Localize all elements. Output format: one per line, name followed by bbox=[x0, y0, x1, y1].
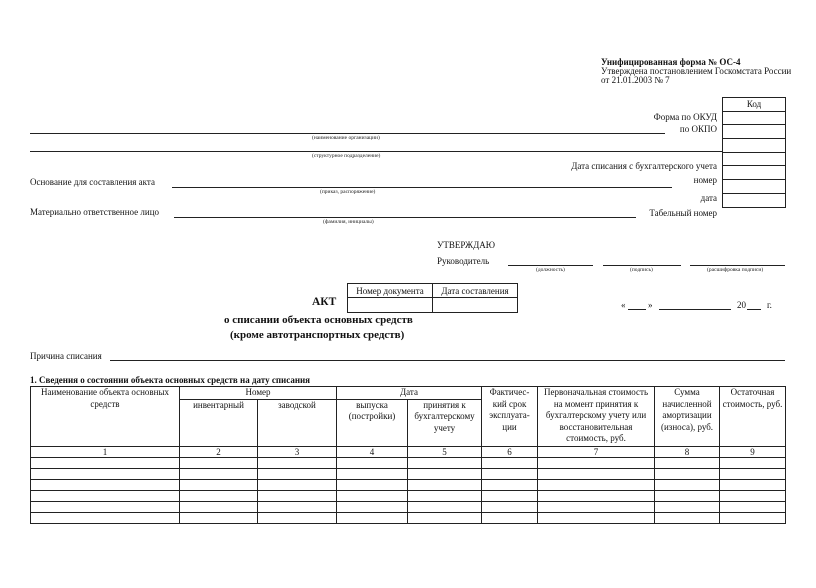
approve-label: УТВЕРЖДАЮ bbox=[437, 240, 496, 250]
table-cell[interactable] bbox=[720, 501, 786, 512]
reason-line[interactable] bbox=[110, 360, 785, 361]
act-date-field[interactable] bbox=[723, 180, 786, 194]
number-label: номер bbox=[693, 175, 717, 185]
table-cell[interactable] bbox=[180, 490, 258, 501]
header-name: Наименование объекта основных средств bbox=[31, 387, 180, 447]
table-cell[interactable] bbox=[538, 512, 655, 523]
table-cell[interactable] bbox=[538, 468, 655, 479]
head-label: Руководитель bbox=[437, 256, 490, 266]
header-number: Номер bbox=[180, 387, 337, 400]
table-cell[interactable] bbox=[720, 512, 786, 523]
table-cell[interactable] bbox=[31, 468, 180, 479]
codes-table bbox=[722, 97, 786, 208]
table-cell[interactable] bbox=[720, 490, 786, 501]
table-cell[interactable] bbox=[720, 468, 786, 479]
table-cell[interactable] bbox=[337, 457, 408, 468]
table-cell[interactable] bbox=[482, 457, 538, 468]
table-cell[interactable] bbox=[31, 479, 180, 490]
table-cell[interactable] bbox=[31, 490, 180, 501]
table-row bbox=[31, 479, 786, 490]
form-approval-line-2: от 21.01.2003 № 7 bbox=[601, 75, 670, 85]
table-cell[interactable] bbox=[655, 479, 720, 490]
doc-number-header: Номер документа bbox=[348, 284, 433, 298]
table-cell[interactable] bbox=[655, 468, 720, 479]
reason-label: Причина списания bbox=[30, 351, 102, 361]
approval-year-line[interactable] bbox=[747, 309, 761, 310]
table-cell[interactable] bbox=[538, 479, 655, 490]
responsible-line[interactable] bbox=[174, 217, 636, 218]
table-row bbox=[31, 512, 786, 523]
column-number: 6 bbox=[482, 446, 538, 457]
doc-number-field[interactable] bbox=[348, 298, 433, 313]
approval-month-line[interactable] bbox=[659, 309, 731, 310]
table-cell[interactable] bbox=[337, 490, 408, 501]
section-1-title: 1. Сведения о состоянии объекта основных средств на дату списания bbox=[30, 375, 311, 385]
table-cell[interactable] bbox=[408, 490, 482, 501]
date-open-quote: « bbox=[621, 300, 626, 310]
year-suffix: г. bbox=[767, 300, 772, 310]
table-cell[interactable] bbox=[482, 479, 538, 490]
table-row bbox=[31, 457, 786, 468]
table-cell[interactable] bbox=[258, 468, 337, 479]
code-header: Код bbox=[723, 98, 786, 112]
table-row bbox=[31, 468, 786, 479]
form-approval-line-1: Утверждена постановлением Госкомстата России bbox=[601, 66, 792, 76]
table-cell[interactable] bbox=[408, 501, 482, 512]
table-cell[interactable] bbox=[337, 468, 408, 479]
table-cell[interactable] bbox=[31, 501, 180, 512]
subdivision-line[interactable] bbox=[30, 151, 722, 152]
act-subtitle-1: о списании объекта основных средств bbox=[224, 314, 413, 326]
assets-table bbox=[30, 386, 786, 524]
table-cell[interactable] bbox=[180, 512, 258, 523]
act-title: АКТ bbox=[312, 296, 337, 308]
doc-date-header: Дата составления bbox=[433, 284, 518, 298]
column-number: 7 bbox=[538, 446, 655, 457]
tab-number-label: Табельный номер bbox=[649, 208, 717, 218]
doc-number-table bbox=[347, 283, 518, 313]
writeoff-date-label: Дата списания с бухгалтерского учета bbox=[571, 161, 717, 171]
responsible-label: Материально ответственное лицо bbox=[30, 207, 160, 217]
year-prefix: 20 bbox=[737, 300, 746, 310]
basis-label: Основание для составления акта bbox=[30, 177, 155, 187]
signature-line[interactable] bbox=[603, 265, 681, 266]
subdivision-caption: (структурное подразделение) bbox=[312, 153, 381, 159]
table-cell[interactable] bbox=[180, 468, 258, 479]
table-row bbox=[31, 501, 786, 512]
table-cell[interactable] bbox=[258, 512, 337, 523]
signature-caption: (подпись) bbox=[630, 267, 653, 273]
date-close-quote: » bbox=[648, 300, 653, 310]
table-cell[interactable] bbox=[258, 501, 337, 512]
table-cell[interactable] bbox=[720, 457, 786, 468]
table-cell[interactable] bbox=[408, 457, 482, 468]
signature-decode-caption: (расшифровка подписи) bbox=[707, 267, 764, 273]
table-cell[interactable] bbox=[31, 457, 180, 468]
act-number-field[interactable] bbox=[723, 166, 786, 180]
table-cell[interactable] bbox=[655, 501, 720, 512]
table-cell[interactable] bbox=[180, 457, 258, 468]
okud-code-field[interactable] bbox=[723, 111, 786, 125]
table-cell[interactable] bbox=[180, 479, 258, 490]
doc-date-field[interactable] bbox=[433, 298, 518, 313]
table-cell[interactable] bbox=[258, 457, 337, 468]
table-cell[interactable] bbox=[482, 501, 538, 512]
table-cell[interactable] bbox=[655, 457, 720, 468]
table-cell[interactable] bbox=[408, 468, 482, 479]
table-cell[interactable] bbox=[258, 479, 337, 490]
writeoff-date-field[interactable] bbox=[723, 152, 786, 166]
table-cell[interactable] bbox=[655, 490, 720, 501]
act-subtitle-2: (кроме автотранспортных средств) bbox=[230, 329, 405, 341]
header-date: Дата bbox=[337, 387, 482, 400]
person-caption: (фамилия, инициалы) bbox=[323, 219, 374, 225]
table-cell[interactable] bbox=[180, 501, 258, 512]
table-cell[interactable] bbox=[482, 468, 538, 479]
org-name-line[interactable] bbox=[30, 133, 665, 134]
org-name-caption: (наименование организации) bbox=[312, 135, 380, 141]
table-cell[interactable] bbox=[337, 501, 408, 512]
column-number: 9 bbox=[720, 446, 786, 457]
table-cell[interactable] bbox=[720, 479, 786, 490]
column-number: 3 bbox=[258, 446, 337, 457]
header-residual: Остаточная стоимость, руб. bbox=[720, 387, 786, 447]
table-cell[interactable] bbox=[655, 512, 720, 523]
table-cell[interactable] bbox=[258, 490, 337, 501]
order-caption: (приказ, распоряжение) bbox=[320, 189, 376, 195]
header-depreciation: Сумма начисленной амортизации (износа), руб. bbox=[655, 387, 720, 447]
column-number: 4 bbox=[337, 446, 408, 457]
signature-decode-line[interactable] bbox=[690, 265, 785, 266]
okpo-label: по ОКПО bbox=[679, 124, 717, 134]
header-factory: заводской bbox=[258, 399, 337, 446]
column-number: 5 bbox=[408, 446, 482, 457]
column-number: 1 bbox=[31, 446, 180, 457]
table-cell[interactable] bbox=[337, 512, 408, 523]
header-initial-cost: Первоначальная стоимость на момент принятия к бухгалтерскому учету или восстановительная стоимость, руб. bbox=[538, 387, 655, 447]
column-number: 8 bbox=[655, 446, 720, 457]
table-cell[interactable] bbox=[538, 457, 655, 468]
table-cell[interactable] bbox=[482, 512, 538, 523]
okpo-code-field[interactable] bbox=[723, 125, 786, 139]
table-cell[interactable] bbox=[31, 512, 180, 523]
okud-label: Форма по ОКУД bbox=[653, 112, 717, 122]
date-label: дата bbox=[700, 193, 717, 203]
basis-line[interactable] bbox=[172, 187, 672, 188]
header-acceptance: принятия к бухгалтерскому учету bbox=[408, 399, 482, 446]
tab-number-field[interactable] bbox=[723, 193, 786, 207]
table-cell[interactable] bbox=[337, 479, 408, 490]
org-code-field[interactable] bbox=[723, 139, 786, 153]
table-cell[interactable] bbox=[482, 490, 538, 501]
form-title: Унифицированная форма № ОС-4 bbox=[601, 57, 741, 67]
table-cell[interactable] bbox=[538, 501, 655, 512]
table-cell[interactable] bbox=[538, 490, 655, 501]
approval-day-line[interactable] bbox=[628, 309, 646, 310]
table-row bbox=[31, 490, 786, 501]
position-line[interactable] bbox=[508, 265, 593, 266]
header-issue: выпуска (постройки) bbox=[337, 399, 408, 446]
position-caption: (должность) bbox=[536, 267, 565, 273]
header-term: Фактичес-кий срок эксплуата-ции bbox=[482, 387, 538, 447]
table-cell[interactable] bbox=[408, 479, 482, 490]
column-number: 2 bbox=[180, 446, 258, 457]
table-cell[interactable] bbox=[408, 512, 482, 523]
header-inventory: инвентарный bbox=[180, 399, 258, 446]
